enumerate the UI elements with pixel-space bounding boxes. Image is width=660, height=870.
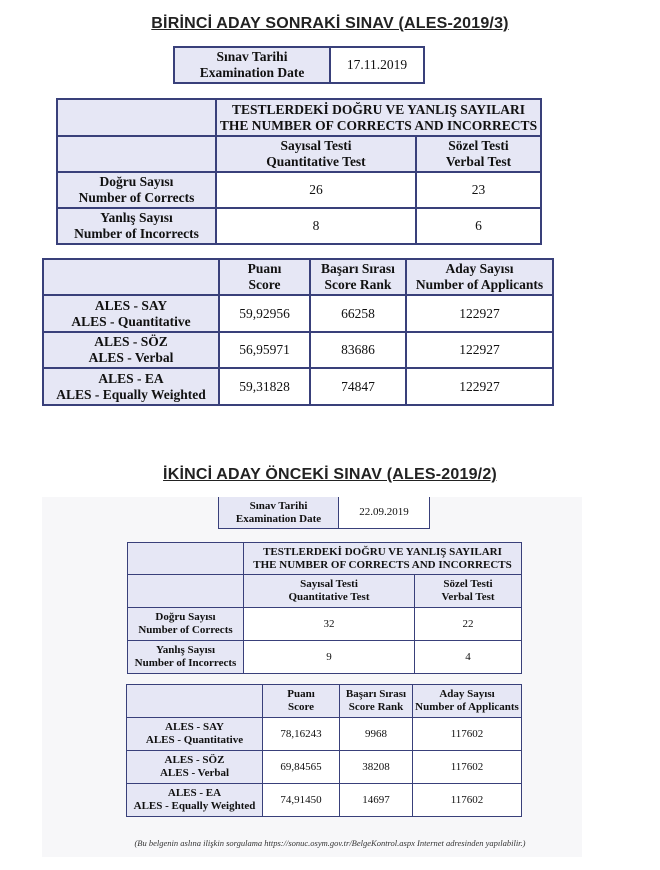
row-label: ALES - SÖZ ALES - Verbal <box>127 751 263 784</box>
counts-empty-cell <box>57 136 216 172</box>
exam-date-value: 22.09.2019 <box>339 497 430 529</box>
table-row <box>43 368 553 405</box>
rank-value: 14697 <box>340 784 413 817</box>
section1-scores-table <box>42 258 554 406</box>
row-label: ALES - SAY ALES - Quantitative <box>127 718 263 751</box>
rank-value: 83686 <box>310 332 406 368</box>
exam-date-label: Sınav Tarihi Examination Date <box>174 47 330 83</box>
rank-value: 9968 <box>340 718 413 751</box>
row-label: Yanlış Sayısı Number of Incorrects <box>57 208 216 244</box>
exam-date-value: 17.11.2019 <box>330 47 424 83</box>
exam-date-label: Sınav Tarihi Examination Date <box>219 497 339 529</box>
applicants-value: 117602 <box>413 784 522 817</box>
corrects-verbal-value: 23 <box>416 172 541 208</box>
score-value: 59,31828 <box>219 368 310 405</box>
table-row <box>43 332 553 368</box>
table-row <box>128 608 522 641</box>
table-row <box>127 751 522 784</box>
table-row <box>128 641 522 674</box>
score-header: Puanı Score <box>219 259 310 295</box>
rank-header: Başarı Sırası Score Rank <box>340 685 413 718</box>
section2-counts-table <box>127 542 522 674</box>
col-verbal-header: Sözel Testi Verbal Test <box>415 575 522 608</box>
row-label: ALES - EA ALES - Equally Weighted <box>127 784 263 817</box>
counts-header: TESTLERDEKİ DOĞRU VE YANLIŞ SAYILARI THE NUMBER OF CORRECTS AND INCORRECTS <box>244 543 522 575</box>
rank-value: 38208 <box>340 751 413 784</box>
row-label: Doğru Sayısı Number of Corrects <box>57 172 216 208</box>
score-value: 74,91450 <box>263 784 340 817</box>
section2-scores-table <box>126 684 522 817</box>
col-quantitative-header: Sayısal Testi Quantitative Test <box>216 136 416 172</box>
table-row <box>127 718 522 751</box>
section1-exam-date-table <box>173 46 425 84</box>
corrects-quant-value: 32 <box>244 608 415 641</box>
scores-corner-cell <box>127 685 263 718</box>
corrects-quant-value: 26 <box>216 172 416 208</box>
row-label: ALES - SAY ALES - Quantitative <box>43 295 219 332</box>
section2-title: İKİNCİ ADAY ÖNCEKİ SINAV (ALES-2019/2) <box>163 466 497 483</box>
score-value: 56,95971 <box>219 332 310 368</box>
section2-exam-date-table <box>218 497 430 529</box>
counts-corner-cell <box>57 99 216 136</box>
applicants-value: 122927 <box>406 295 553 332</box>
incorrects-quant-value: 8 <box>216 208 416 244</box>
incorrects-verbal-value: 4 <box>415 641 522 674</box>
section1-counts-table <box>56 98 542 245</box>
rank-value: 74847 <box>310 368 406 405</box>
scores-corner-cell <box>43 259 219 295</box>
table-row <box>127 784 522 817</box>
row-label: ALES - EA ALES - Equally Weighted <box>43 368 219 405</box>
table-row <box>57 172 541 208</box>
row-label: ALES - SÖZ ALES - Verbal <box>43 332 219 368</box>
table-row <box>57 208 541 244</box>
counts-header: TESTLERDEKİ DOĞRU VE YANLIŞ SAYILARI THE NUMBER OF CORRECTS AND INCORRECTS <box>216 99 541 136</box>
applicants-value: 122927 <box>406 332 553 368</box>
counts-corner-cell <box>128 543 244 575</box>
corrects-verbal-value: 22 <box>415 608 522 641</box>
rank-value: 66258 <box>310 295 406 332</box>
incorrects-quant-value: 9 <box>244 641 415 674</box>
score-header: Puanı Score <box>263 685 340 718</box>
col-quantitative-header: Sayısal Testi Quantitative Test <box>244 575 415 608</box>
applicants-header: Aday Sayısı Number of Applicants <box>406 259 553 295</box>
row-label: Doğru Sayısı Number of Corrects <box>128 608 244 641</box>
incorrects-verbal-value: 6 <box>416 208 541 244</box>
footnote: (Bu belgenin aslına ilişkin sorgulama https://sonuc.osym.gov.tr/BelgeKontrol.aspx Internet adresinden yapılabilir.) <box>134 838 526 848</box>
section1-title: BİRİNCİ ADAY SONRAKİ SINAV (ALES-2019/3) <box>151 15 509 32</box>
col-verbal-header: Sözel Testi Verbal Test <box>416 136 541 172</box>
row-label: Yanlış Sayısı Number of Incorrects <box>128 641 244 674</box>
applicants-value: 122927 <box>406 368 553 405</box>
score-value: 59,92956 <box>219 295 310 332</box>
applicants-value: 117602 <box>413 718 522 751</box>
applicants-header: Aday Sayısı Number of Applicants <box>413 685 522 718</box>
table-row <box>43 295 553 332</box>
score-value: 78,16243 <box>263 718 340 751</box>
rank-header: Başarı Sırası Score Rank <box>310 259 406 295</box>
applicants-value: 117602 <box>413 751 522 784</box>
score-value: 69,84565 <box>263 751 340 784</box>
counts-empty-cell <box>128 575 244 608</box>
